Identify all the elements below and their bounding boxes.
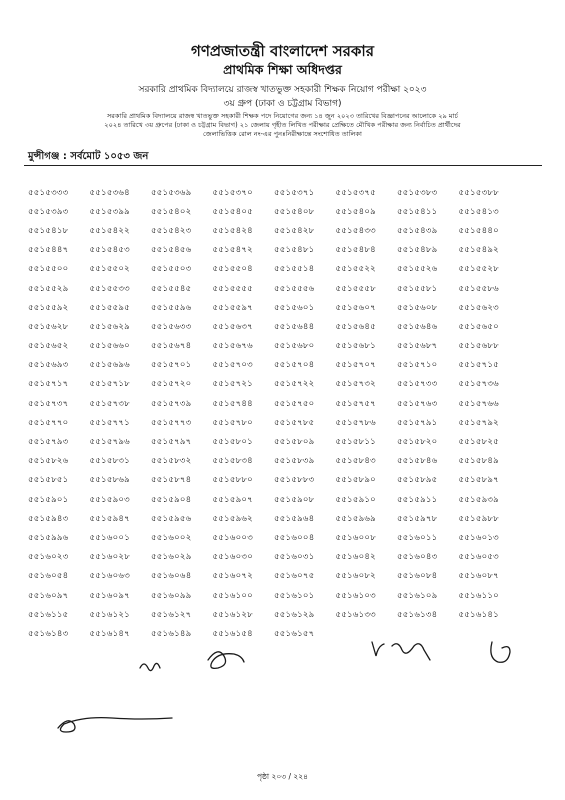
roll-number-cell: ৫৫১৫৬২৩ <box>458 302 499 313</box>
roll-number-cell: ৫৫১৫৩৩৩ <box>28 187 69 198</box>
roll-number-cell: ৫৫১৫৪৭২ <box>212 245 253 256</box>
roll-number-cell: ৫৫১৫৩৭১ <box>274 187 315 198</box>
roll-number-cell: ৫৫১৫৫২৯ <box>28 283 69 294</box>
roll-number-cell: ৫৫১৫৫০২ <box>89 264 130 275</box>
roll-number-cell: ৫৫১৬০৫৩ <box>458 552 499 563</box>
district-heading: মুন্সীগঞ্জ : সর্বমোট ১০৫৩ জন <box>28 151 149 162</box>
roll-number-cell: ৫৫১৫৪০২ <box>151 206 192 217</box>
group-title: ৩য় গ্রুপ (ঢাকা ও চট্টগ্রাম বিভাগ) <box>223 99 342 109</box>
roll-number-cell: ৫৫১৫৭০১ <box>151 360 192 371</box>
roll-number-cell: ৫৫১৫৮৫১ <box>28 475 69 486</box>
roll-number-cell: ৫৫১৫৩৭০ <box>212 187 253 198</box>
roll-number-cell: ৫৫১৫৯১১ <box>397 494 438 505</box>
roll-number-cell: ৫৫১৫৮৮০ <box>212 475 253 486</box>
roll-number-cell: ৫৫১৬১০১ <box>274 590 315 601</box>
roll-number-cell: ৫৫১৫৬৫০ <box>458 321 499 332</box>
roll-number-cell: ৫৫১৫৮৪৩ <box>335 456 376 467</box>
roll-number-cell: ৫৫১৫৮৩৯ <box>274 456 315 467</box>
roll-number-cell: ৫৫১৫৯৪৩ <box>28 513 69 524</box>
roll-number-cell: ৫৫১৬০১৩ <box>458 532 499 543</box>
roll-number-cell: ৫৫১৫৬৩৭ <box>212 321 253 332</box>
table-row <box>28 490 520 509</box>
table-row <box>28 394 520 413</box>
roll-number-cell: ৫৫১৫৬০৮ <box>397 302 438 313</box>
roll-number-cell: ৫৫১৫৮৩১ <box>89 456 130 467</box>
roll-number-cell: ৫৫১৫৭০৭ <box>335 360 376 371</box>
roll-number-cell: ৫৫১৬১৪৩ <box>28 628 69 639</box>
roll-number-cell: ৫৫১৬১২৯ <box>274 609 315 620</box>
government-title: গণপ্রজাতন্ত্রী বাংলাদেশ সরকার <box>191 42 374 60</box>
roll-number-cell: ৫৫১৫৬২৮ <box>28 321 69 332</box>
table-row <box>28 337 520 356</box>
roll-number-cell: ৫৫১৬০০৪ <box>274 532 315 543</box>
roll-number-cell: ৫৫১৫৬৩৩ <box>151 321 192 332</box>
roll-number-cell: ৫৫১৬১২৮ <box>212 609 253 620</box>
roll-number-cell: ৫৫১৫৭৯২ <box>458 417 499 428</box>
roll-number-cell: ৫৫১৫৮৩২ <box>151 456 192 467</box>
roll-number-cell: ৫৫১৬১১৫ <box>28 609 69 620</box>
roll-number-cell: ৫৫১৫৫২৮ <box>458 264 499 275</box>
table-row <box>28 260 520 279</box>
roll-number-cell: ৫৫১৫৭৯১ <box>397 417 438 428</box>
roll-number-cell: ৫৫১৫৭৭১ <box>89 417 130 428</box>
roll-number-cell: ৫৫১৫৪৯২ <box>458 245 499 256</box>
signatures <box>0 620 565 770</box>
table-row <box>28 298 520 317</box>
roll-number-cell: ৫৫১৬০০২ <box>151 532 192 543</box>
page-number: পৃষ্ঠা ২০৩ / ২২৪ <box>256 772 309 781</box>
roll-number-cell: ৫৫১৫৯৯৬ <box>28 532 69 543</box>
roll-number-cell: ৫৫১৬০৪২ <box>335 552 376 563</box>
roll-number-cell: ৫৫১৫৬৬০ <box>89 341 130 352</box>
roll-number-cell: ৫৫১৫৪৮১ <box>274 245 315 256</box>
roll-number-cell: ৫৫১৬০৮৪ <box>397 571 438 582</box>
roll-number-cell: ৫৫১৫৬৮৮ <box>458 341 499 352</box>
roll-number-cell: ৫৫১৬০৮৭ <box>458 571 499 582</box>
table-row <box>28 586 520 605</box>
roll-number-cell: ৫৫১৫৫১৪ <box>274 264 315 275</box>
roll-number-cell: ৫৫১৫৬৯৬ <box>89 360 130 371</box>
roll-number-cell: ৫৫১৫৭৪৪ <box>212 398 253 409</box>
roll-number-cell: ৫৫১৬০২৯ <box>151 552 192 563</box>
table-row <box>28 221 520 240</box>
roll-number-cell: ৫৫১৫৪০৫ <box>212 206 253 217</box>
roll-number-cell: ৫৫১৫৬৯৩ <box>28 360 69 371</box>
roll-number-cell: ৫৫১৫৫৫৮ <box>335 283 376 294</box>
roll-number-cell: ৫৫১৫৮০৯ <box>274 437 315 448</box>
roll-number-cell: ৫৫১৫৩৯৯ <box>89 206 130 217</box>
roll-number-cell: ৫৫১৬১৪১ <box>458 609 499 620</box>
roll-number-cell: ৫৫১৬০১১ <box>397 532 438 543</box>
roll-number-cell: ৫৫১৫৮৯৭ <box>458 475 499 486</box>
roll-number-cell: ৫৫১৫৫০৩ <box>151 264 192 275</box>
roll-number-cell: ৫৫১৫৯৬৪ <box>274 513 315 524</box>
roll-number-cell: ৫৫১৫৬২৯ <box>89 321 130 332</box>
roll-number-cell: ৫৫১৫৮৩৪ <box>212 456 253 467</box>
roll-number-cell: ৫৫১৫৭২০ <box>151 379 192 390</box>
roll-number-cell: ৫৫১৫৪১৩ <box>458 206 499 217</box>
roll-number-cell: ৫৫১৫৯৬২ <box>212 513 253 524</box>
roll-number-cell: ৫৫১৫৭২২ <box>274 379 315 390</box>
roll-number-cell: ৫৫১৬১২৭ <box>151 609 192 620</box>
roll-number-cell: ৫৫১৫৪১৮ <box>28 225 69 236</box>
roll-number-cell: ৫৫১৫৭২১ <box>212 379 253 390</box>
roll-number-cell: ৫৫১৫৪৫৩ <box>89 245 130 256</box>
roll-number-cell: ৫৫১৫৪৩৯ <box>397 225 438 236</box>
roll-number-cell: ৫৫১৫৭৩৯ <box>151 398 192 409</box>
roll-number-cell: ৫৫১৫৭৮০ <box>212 417 253 428</box>
table-row <box>28 528 520 547</box>
roll-number-cell: ৫৫১৬০৯৭ <box>28 590 69 601</box>
roll-number-cell: ৫৫১৬০০৩ <box>212 532 253 543</box>
roll-number-cell: ৫৫১৫৭৫০ <box>274 398 315 409</box>
roll-number-cell: ৫৫১৫৪৩৩ <box>335 225 376 236</box>
roll-number-cell: ৫৫১৫৮০১ <box>212 437 253 448</box>
roll-number-cell: ৫৫১৫৫৩৩ <box>89 283 130 294</box>
roll-number-cell: ৫৫১৫৪৫৬ <box>151 245 192 256</box>
table-row <box>28 509 520 528</box>
roll-number-cell: ৫৫১৫৪২৩ <box>151 225 192 236</box>
roll-number-cell: ৫৫১৫৫২৬ <box>397 264 438 275</box>
roll-number-cell: ৫৫১৬১০৯ <box>397 590 438 601</box>
roll-number-cell: ৫৫১৫৯০৩ <box>89 494 130 505</box>
roll-number-cell: ৫৫১৫৯০১ <box>28 494 69 505</box>
signature-3 <box>372 642 430 660</box>
roll-number-cell: ৫৫১৬০৩০ <box>212 552 253 563</box>
roll-number-cell: ৫৫১৫৪৮৪ <box>335 245 376 256</box>
roll-number-cell: ৫৫১৫৩৬৪ <box>89 187 130 198</box>
roll-number-cell: ৫৫১৫৫৯২ <box>28 302 69 313</box>
roll-number-cell: ৫৫১৫৫৫৬ <box>274 283 315 294</box>
roll-number-cell: ৫৫১৫৬৮০ <box>274 341 315 352</box>
roll-number-cell: ৫৫১৫৭৩৮ <box>89 398 130 409</box>
roll-number-cell: ৫৫১৫৫৯৬ <box>151 302 192 313</box>
table-row <box>28 202 520 221</box>
roll-number-cell: ৫৫১৫৭৭০ <box>28 417 69 428</box>
roll-number-cell: ৫৫১৫৬৮১ <box>335 341 376 352</box>
roll-number-cell: ৫৫১৫৪২২ <box>89 225 130 236</box>
roll-number-cell: ৫৫১৫৮৯০ <box>335 475 376 486</box>
table-row <box>28 432 520 451</box>
table-row <box>28 183 520 202</box>
roll-number-cell: ৫৫১৬১২১ <box>89 609 130 620</box>
roll-number-cell: ৫৫১৬০০১ <box>89 532 130 543</box>
roll-number-cell: ৫৫১৫৬০৭ <box>335 302 376 313</box>
roll-number-cell: ৫৫১৫৬৪৫ <box>335 321 376 332</box>
roll-number-cell: ৫৫১৬০৫৪ <box>28 571 69 582</box>
roll-number-cell: ৫৫১৫৯৪৭ <box>89 513 130 524</box>
roll-number-cell: ৫৫১৫৭৯৬ <box>89 437 130 448</box>
roll-number-table <box>28 183 520 644</box>
roll-number-cell: ৫৫১৬১৫৭ <box>274 628 315 639</box>
roll-number-cell: ৫৫১৫৫৪৫ <box>151 283 192 294</box>
roll-number-cell: ৫৫১৫৯০৭ <box>212 494 253 505</box>
roll-number-cell: ৫৫১৫৭১০ <box>397 360 438 371</box>
roll-number-cell: ৫৫১৫৮৮৩ <box>274 475 315 486</box>
roll-number-cell: ৫৫১৬০২৩ <box>28 552 69 563</box>
roll-number-cell: ৫৫১৫৮৪৬ <box>397 456 438 467</box>
roll-number-cell: ৫৫১৫৯৫৬ <box>151 513 192 524</box>
signature-1 <box>140 663 160 670</box>
roll-number-cell: ৫৫১৬০৯৭ <box>89 590 130 601</box>
roll-number-cell: ৫৫১৬০৯৯ <box>151 590 192 601</box>
roll-number-cell: ৫৫১৫৭৩৭ <box>28 398 69 409</box>
table-row <box>28 279 520 298</box>
roll-number-cell: ৫৫১৫৫৯৫ <box>89 302 130 313</box>
roll-number-cell: ৫৫১৫৭৮৬ <box>335 417 376 428</box>
roll-number-cell: ৫৫১৬১৩৪ <box>397 609 438 620</box>
exam-title: সরকারি প্রাথমিক বিদ্যালয়ে রাজস্ব খাতভুক্ত সহকারী শিক্ষক নিয়োগ পরীক্ষা ২০২৩ <box>138 85 427 95</box>
table-row <box>28 241 520 260</box>
roll-number-cell: ৫৫১৬১৪৭ <box>89 628 130 639</box>
roll-number-cell: ৫৫১৬০৬৩ <box>89 571 130 582</box>
roll-number-cell: ৫৫১৫৭৬৬ <box>458 398 499 409</box>
roll-number-cell: ৫৫১৫৬০১ <box>274 302 315 313</box>
divider <box>24 165 542 166</box>
roll-number-cell: ৫৫১৬০০৮ <box>335 532 376 543</box>
roll-number-cell: ৫৫১৫৩৬৯ <box>151 187 192 198</box>
roll-number-cell: ৫৫১৫৭৫৭ <box>335 398 376 409</box>
roll-number-cell: ৫৫১৫৫২২ <box>335 264 376 275</box>
roll-number-cell: ৫৫১৫৪০৮ <box>274 206 315 217</box>
roll-number-cell: ৫৫১৬০২৮ <box>89 552 130 563</box>
table-row <box>28 375 520 394</box>
roll-number-cell: ৫৫১৫৮২৫ <box>458 437 499 448</box>
table-row <box>28 413 520 432</box>
roll-number-cell: ৫৫১৬১০৩ <box>335 590 376 601</box>
roll-number-cell: ৫৫১৬১১০ <box>458 590 499 601</box>
table-row <box>28 567 520 586</box>
notice-line: ২০২৪ তারিখে ৩য় গ্রুপের (ঢাকা ও চট্টগ্রাম বিভাগ) ২১ জেলায় গৃহীত লিখিত পরীক্ষার প্রেক্ষিতে মৌখিক পরীক্ষার জন্য নির্বাচিত প্রার্থীদের <box>104 121 461 129</box>
roll-number-cell: ৫৫১৬০৬৪ <box>151 571 192 582</box>
roll-number-cell: ৫৫১৫৭১৫ <box>458 360 499 371</box>
roll-number-cell: ৫৫১৬০৭৫ <box>274 571 315 582</box>
signature-5 <box>58 718 172 732</box>
roll-number-cell: ৫৫১৫৯৮৮ <box>458 513 499 524</box>
roll-number-cell: ৫৫১৫৮২৬ <box>28 456 69 467</box>
roll-number-cell: ৫৫১৬০৮২ <box>335 571 376 582</box>
roll-number-cell: ৫৫১৫৭৩২ <box>335 379 376 390</box>
roll-number-cell: ৫৫১৫৮১১ <box>335 437 376 448</box>
roll-number-cell: ৫৫১৫৭৯৩ <box>28 437 69 448</box>
roll-number-cell: ৫৫১৫৫০৪ <box>212 264 253 275</box>
roll-number-cell: ৫৫১৫৪৪৭ <box>28 245 69 256</box>
notice-line: জেলাভিত্তিক রোল নং-এর পুনঃনিরীক্ষান্তে সংশোধিত তালিকা <box>203 130 362 138</box>
roll-number-cell: ৫৫১৫৪৮৯ <box>397 245 438 256</box>
roll-number-cell: ৫৫১৫৭৭৩ <box>151 417 192 428</box>
department-title: প্রাথমিক শিক্ষা অধিদপ্তর <box>223 62 342 77</box>
roll-number-cell: ৫৫১৫৪৪০ <box>458 225 499 236</box>
roll-number-cell: ৫৫১৬০৪৩ <box>397 552 438 563</box>
roll-number-cell: ৫৫১৫৭৩৬ <box>458 379 499 390</box>
roll-number-cell: ৫৫১৫৩৯৩ <box>28 206 69 217</box>
roll-number-cell: ৫৫১৬০৭২ <box>212 571 253 582</box>
roll-number-cell: ৫৫১৫৬৮৭ <box>397 341 438 352</box>
roll-number-cell: ৫৫১৫৪২৪ <box>212 225 253 236</box>
roll-number-cell: ৫৫১৫৫০০ <box>28 264 69 275</box>
roll-number-cell: ৫৫১৫৭১৮ <box>89 379 130 390</box>
roll-number-cell: ৫৫১৬১০০ <box>212 590 253 601</box>
roll-number-cell: ৫৫১৫৯১০ <box>335 494 376 505</box>
roll-number-cell: ৫৫১৫৭৯৭ <box>151 437 192 448</box>
signature-2 <box>208 652 244 669</box>
roll-number-cell: ৫৫১৫৭১৭ <box>28 379 69 390</box>
table-row <box>28 452 520 471</box>
roll-number-cell: ৫৫১৫৩৭৫ <box>335 187 376 198</box>
roll-number-cell: ৫৫১৫৫৯৭ <box>212 302 253 313</box>
roll-number-cell: ৫৫১৫৭০৩ <box>212 360 253 371</box>
roll-number-cell: ৫৫১৫৮৬৯ <box>89 475 130 486</box>
roll-number-cell: ৫৫১৫৮৯৫ <box>397 475 438 486</box>
table-row <box>28 356 520 375</box>
roll-number-cell: ৫৫১৫৪১১ <box>397 206 438 217</box>
roll-number-cell: ৫৫১৫৭৬৩ <box>397 398 438 409</box>
roll-number-cell: ৫৫১৫৭০৪ <box>274 360 315 371</box>
roll-number-cell: ৫৫১৫৯৭৮ <box>397 513 438 524</box>
roll-number-cell: ৫৫১৫৮৭৪ <box>151 475 192 486</box>
roll-number-cell: ৫৫১৫৪০৯ <box>335 206 376 217</box>
roll-number-cell: ৫৫১৫৬৪৪ <box>274 321 315 332</box>
roll-number-cell: ৫৫১৬১৪৯ <box>151 628 192 639</box>
roll-number-cell: ৫৫১৫৭৩৩ <box>397 379 438 390</box>
table-row <box>28 317 520 336</box>
roll-number-cell: ৫৫১৫৭৮৫ <box>274 417 315 428</box>
roll-number-cell: ৫৫১৫৮৪৯ <box>458 456 499 467</box>
roll-number-cell: ৫৫১৫৩৮৩ <box>397 187 438 198</box>
roll-number-cell: ৫৫১৫৯০৮ <box>274 494 315 505</box>
table-row <box>28 548 520 567</box>
roll-number-cell: ৫৫১৫৫৮৬ <box>458 283 499 294</box>
roll-number-cell: ৫৫১৬১৩৩ <box>335 609 376 620</box>
roll-number-cell: ৫৫১৫৯০৪ <box>151 494 192 505</box>
roll-number-cell: ৫৫১৫৬৭৪ <box>151 341 192 352</box>
roll-number-cell: ৫৫১৬১৫৪ <box>212 628 253 639</box>
roll-number-cell: ৫৫১৫৯৩৯ <box>458 494 499 505</box>
roll-number-cell: ৫৫১৫৫৫৫ <box>212 283 253 294</box>
table-row <box>28 471 520 490</box>
roll-number-cell: ৫৫১৫৫৮১ <box>397 283 438 294</box>
roll-number-cell: ৫৫১৫৯৬৯ <box>335 513 376 524</box>
roll-number-cell: ৫৫১৬০৩১ <box>274 552 315 563</box>
roll-number-cell: ৫৫১৫৬৫২ <box>28 341 69 352</box>
roll-number-cell: ৫৫১৫৬৭৬ <box>212 341 253 352</box>
roll-number-cell: ৫৫১৫৮২০ <box>397 437 438 448</box>
notice-line: সরকারি প্রাথমিক বিদ্যালয়ে রাজস্ব খাতভুক্ত সহকারী শিক্ষক পদে নিয়োগের জন্য ১৪ জুন ২০২৩ তারিখের বিজ্ঞাপনের আলোকে ২৯ মার্চ <box>106 112 459 120</box>
roll-number-cell: ৫৫১৫৪২৮ <box>274 225 315 236</box>
roll-number-cell: ৫৫১৫৩৮৮ <box>458 187 499 198</box>
roll-number-cell: ৫৫১৫৬৪৬ <box>397 321 438 332</box>
signature-4 <box>491 642 510 662</box>
